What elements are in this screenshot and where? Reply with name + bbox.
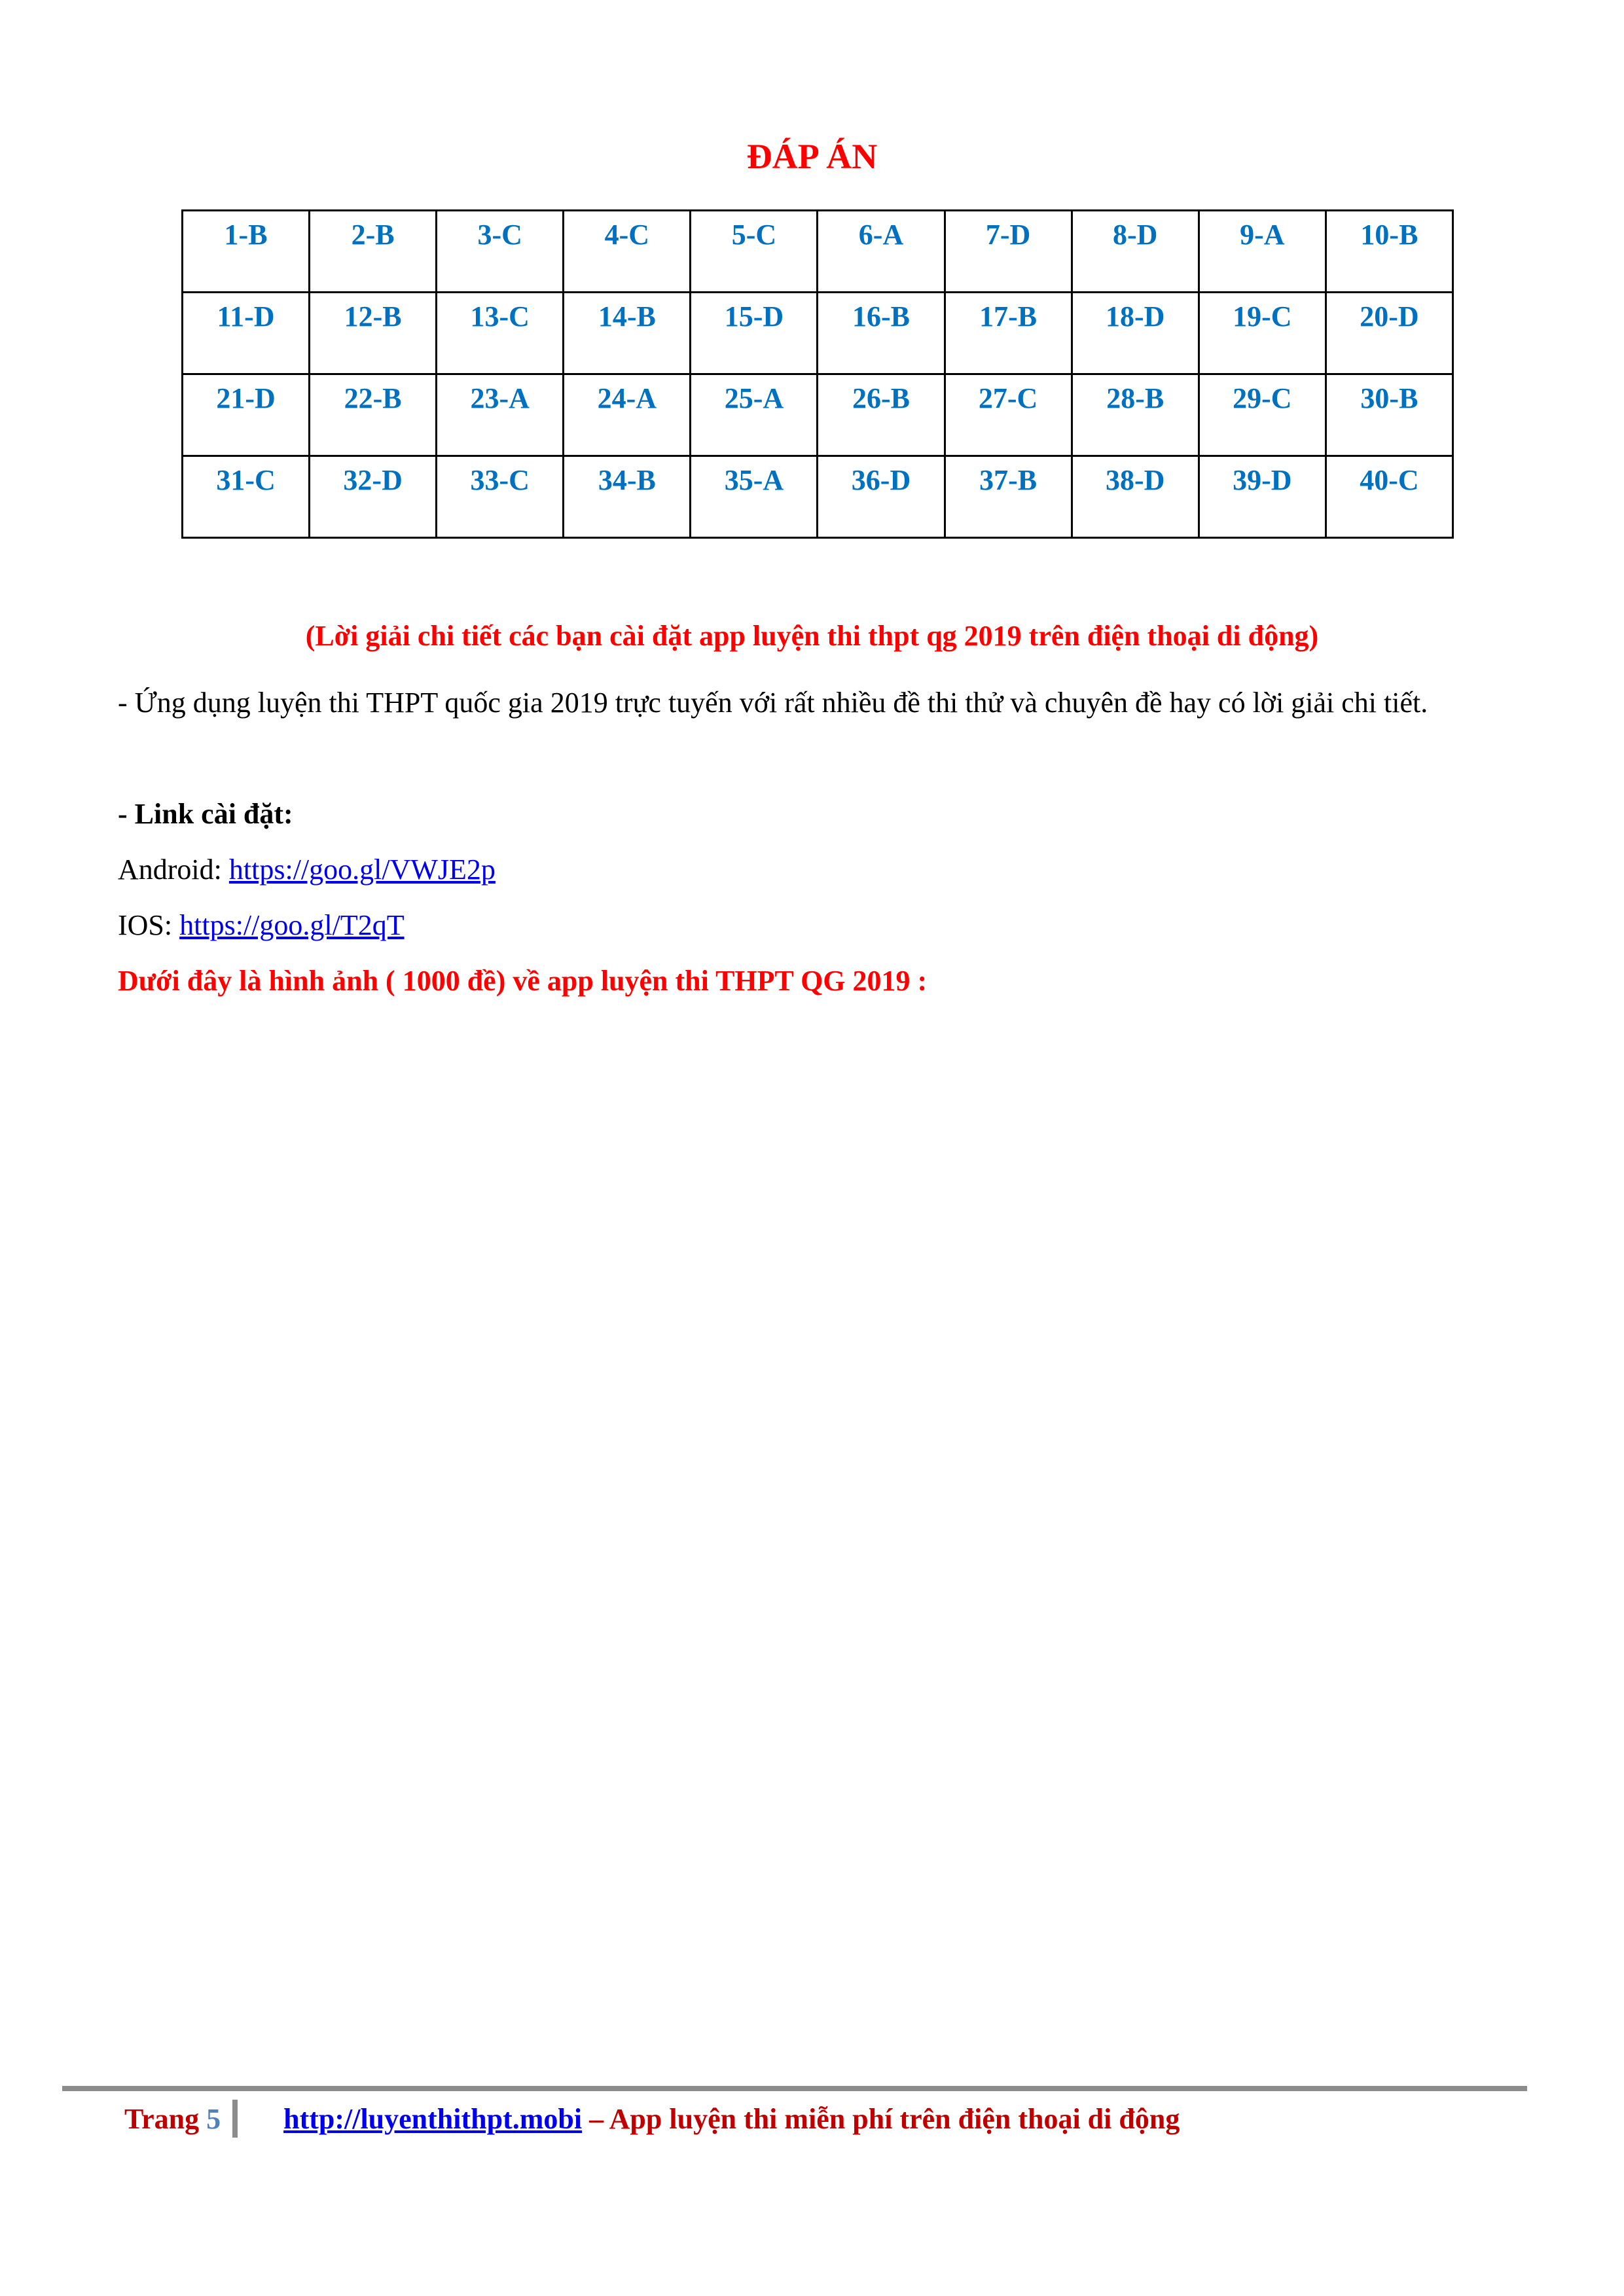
answer-cell: 21-D	[183, 374, 310, 456]
answer-row	[183, 293, 1453, 374]
answer-cell: 13-C	[437, 293, 564, 374]
answer-cell: 15-D	[691, 293, 818, 374]
page-title: ĐÁP ÁN	[746, 137, 878, 176]
answer-cell: 30-B	[1326, 374, 1453, 456]
promo-text: Dưới đây là hình ảnh ( 1000 đề) về app luyện thi THPT QG 2019 :	[118, 965, 928, 997]
answer-cell: 6-A	[818, 211, 945, 293]
answer-cell: 29-C	[1199, 374, 1326, 456]
answer-cell: 38-D	[1072, 456, 1199, 538]
answer-cell: 12-B	[310, 293, 437, 374]
site-link[interactable]: http://luyenthithpt.mobi	[283, 2103, 583, 2135]
answer-cell: 11-D	[183, 293, 310, 374]
page-label: Trang	[124, 2103, 207, 2135]
ios-link[interactable]: https://goo.gl/T2qT	[179, 909, 405, 941]
answer-cell: 37-B	[945, 456, 1072, 538]
ios-line	[118, 911, 405, 940]
app-description: - Ứng dụng luyện thi THPT quốc gia 2019 trực tuyến với rất nhiều đề thi thử và chuyên đề hay có lời giải chi tiết.	[118, 687, 1428, 719]
answer-cell: 18-D	[1072, 293, 1199, 374]
solution-note: (Lời giải chi tiết các bạn cài đặt app luyện thi thpt qg 2019 trên điện thoại di động)	[305, 620, 1319, 652]
answer-cell: 4-C	[564, 211, 691, 293]
answer-cell: 22-B	[310, 374, 437, 456]
answer-cell: 5-C	[691, 211, 818, 293]
footer-separator	[232, 2100, 238, 2138]
answer-row	[183, 211, 1453, 293]
footer-divider	[62, 2086, 1527, 2091]
answer-cell: 34-B	[564, 456, 691, 538]
answer-cell: 40-C	[1326, 456, 1453, 538]
page-footer	[124, 2100, 1180, 2138]
answer-cell: 9-A	[1199, 211, 1326, 293]
answer-cell: 19-C	[1199, 293, 1326, 374]
page-number: 5	[206, 2103, 221, 2135]
answer-cell: 14-B	[564, 293, 691, 374]
answer-cell: 2-B	[310, 211, 437, 293]
answer-cell: 31-C	[183, 456, 310, 538]
answer-cell: 32-D	[310, 456, 437, 538]
answer-cell: 24-A	[564, 374, 691, 456]
answer-cell: 7-D	[945, 211, 1072, 293]
answer-row	[183, 456, 1453, 538]
android-link[interactable]: https://goo.gl/VWJE2p	[228, 853, 496, 886]
footer-tagline: – App luyện thi miễn phí trên điện thoại di động	[582, 2103, 1180, 2135]
answer-cell: 39-D	[1199, 456, 1326, 538]
answer-cell: 17-B	[945, 293, 1072, 374]
answer-cell: 27-C	[945, 374, 1072, 456]
answer-cell: 35-A	[691, 456, 818, 538]
answer-cell: 23-A	[437, 374, 564, 456]
android-line	[118, 855, 496, 884]
answer-cell: 20-D	[1326, 293, 1453, 374]
answer-cell: 25-A	[691, 374, 818, 456]
android-label: Android:	[118, 853, 229, 886]
ios-label: IOS:	[118, 909, 180, 941]
install-heading: - Link cài đặt:	[118, 798, 293, 830]
answer-cell: 16-B	[818, 293, 945, 374]
answer-table	[181, 209, 1454, 539]
answer-cell: 28-B	[1072, 374, 1199, 456]
answer-cell: 10-B	[1326, 211, 1453, 293]
answer-cell: 36-D	[818, 456, 945, 538]
answer-cell: 33-C	[437, 456, 564, 538]
answer-cell: 3-C	[437, 211, 564, 293]
answer-cell: 1-B	[183, 211, 310, 293]
answer-row	[183, 374, 1453, 456]
answer-cell: 26-B	[818, 374, 945, 456]
answer-cell: 8-D	[1072, 211, 1199, 293]
